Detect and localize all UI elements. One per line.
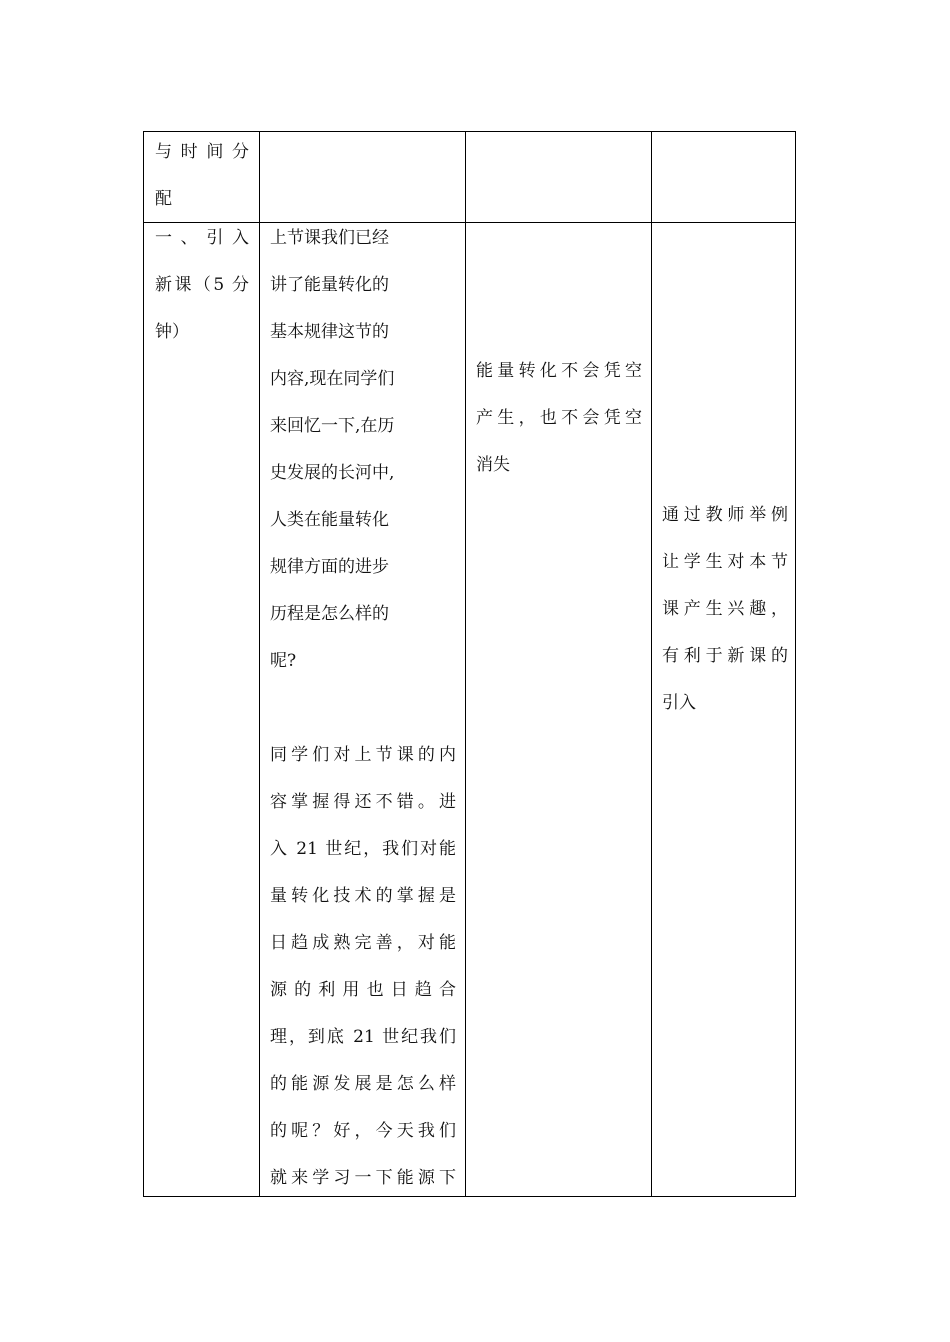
stage-line: 钟） [155, 322, 189, 342]
stage-line: 新课（5 分 [155, 275, 249, 295]
teacher-text-line: 入 21 世纪，我们对能 [270, 839, 456, 859]
teacher-text-line: 源 的 利 用 也 日 趋 合 [270, 980, 456, 1000]
student-activity-cell [476, 348, 642, 489]
teacher-text-line: 日趋成熟完善，对能 [270, 933, 456, 953]
teacher-text-line: 量转化技术的掌握是 [270, 886, 456, 906]
teacher-text-line: 史发展的长河中, [270, 463, 395, 483]
student-text-line: 产生，也不会凭空 [476, 408, 642, 428]
column-divider-2 [465, 132, 466, 1196]
column-divider-1 [259, 132, 260, 1196]
teacher-text-line: 的呢？好，今天我们 [270, 1121, 456, 1141]
header-stage-cell [155, 129, 249, 223]
teacher-text-line: 内容,现在同学们 [270, 369, 395, 389]
teacher-text-line: 上节课我们已经 [270, 228, 389, 248]
stage-cell [155, 215, 249, 356]
teacher-text-line: 容掌握得还不错。进 [270, 792, 456, 812]
teacher-text-line: 就来学习一下能源下 [270, 1168, 456, 1188]
teacher-text-line: 规律方面的进步 [270, 557, 389, 577]
header-stage-line: 配 [155, 189, 172, 209]
teacher-text-line: 的能源发展是怎么样 [270, 1074, 456, 1094]
header-stage-line: 与 时 间 分 [155, 142, 249, 162]
teacher-text-line: 理，到底 21 世纪我们 [270, 1027, 456, 1047]
teacher-text-line: 同学们对上节课的内 [270, 745, 456, 765]
design-intent-cell [662, 492, 788, 727]
intent-text-line: 通过教师举例 [662, 505, 788, 525]
student-text-line: 能量转化不会凭空 [476, 361, 642, 381]
teacher-text-line: 呢? [270, 651, 297, 671]
intent-text-line: 课产生兴趣， [662, 599, 788, 619]
teacher-activity-cell [270, 215, 456, 1202]
intent-text-line: 让学生对本节 [662, 552, 788, 572]
intent-text-line: 有利于新课的 [662, 646, 788, 666]
teacher-text-line: 历程是怎么样的 [270, 604, 389, 624]
lesson-plan-table [143, 131, 796, 1197]
teacher-text-line: 讲了能量转化的 [270, 275, 389, 295]
stage-line: 一 、 引 入 [155, 228, 249, 248]
column-divider-3 [651, 132, 652, 1196]
teacher-text-line: 基本规律这节的 [270, 322, 389, 342]
teacher-text-line: 人类在能量转化 [270, 510, 389, 530]
paragraph-gap [270, 685, 456, 732]
intent-text-line: 引入 [662, 693, 696, 713]
teacher-text-line: 来回忆一下,在历 [270, 416, 395, 436]
student-text-line: 消失 [476, 455, 510, 475]
